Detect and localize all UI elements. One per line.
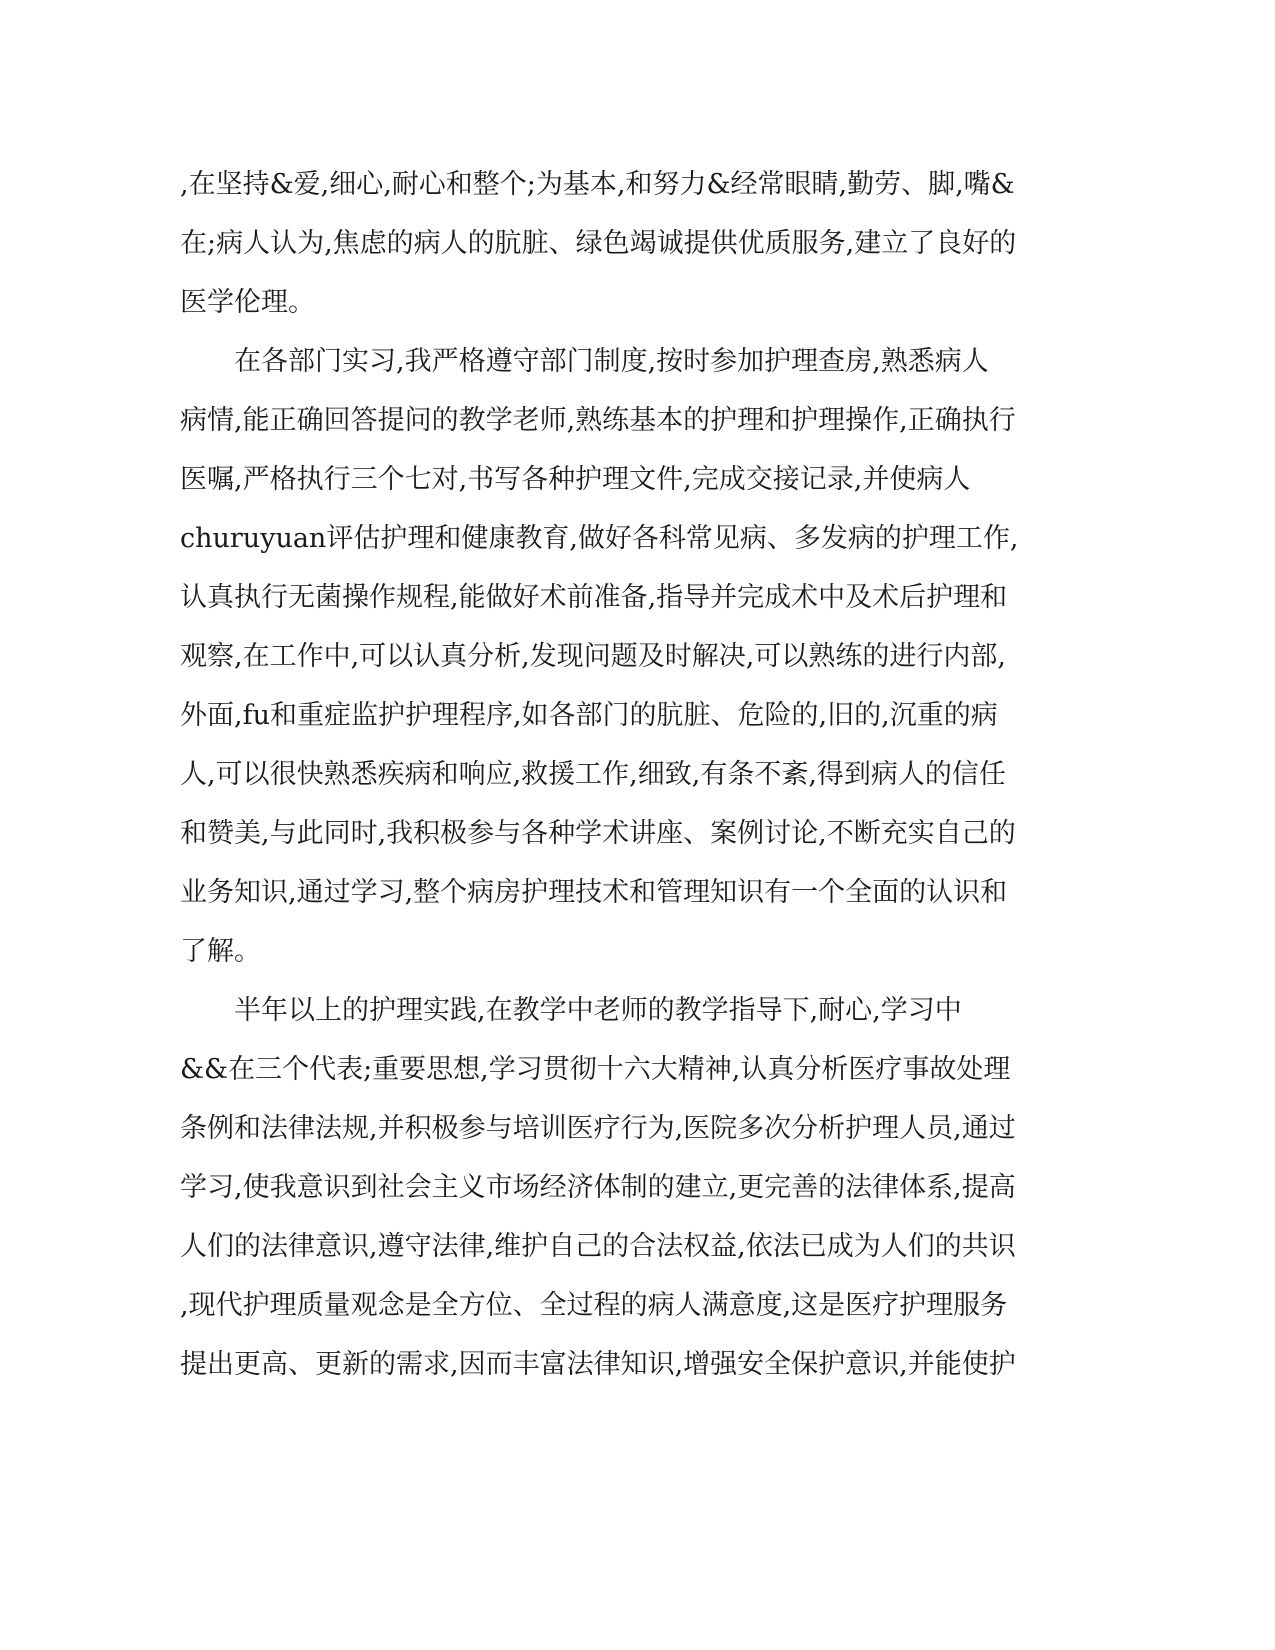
text-line: 观察,在工作中,可以认真分析,发现问题及时解决,可以熟练的进行内部,	[180, 641, 1006, 672]
text-line: 外面,fu和重症监护护理程序,如各部门的肮脏、危险的,旧的,沉重的病	[180, 700, 998, 731]
text-line: 学习,使我意识到社会主义市场经济体制的建立,更完善的法律体系,提高	[180, 1172, 1016, 1203]
text-line: churuyuan评估护理和健康教育,做好各科常见病、多发病的护理工作,	[180, 523, 1019, 554]
text-line: 在各部门实习,我严格遵守部门制度,按时参加护理查房,熟悉病人	[180, 346, 989, 377]
text-line: 认真执行无菌操作规程,能做好术前准备,指导并完成术中及术后护理和	[180, 582, 1008, 613]
text-line: 医嘱,严格执行三个七对,书写各种护理文件,完成交接记录,并使病人	[180, 464, 971, 495]
text-line: 提出更高、更新的需求,因而丰富法律知识,增强安全保护意识,并能使护	[180, 1349, 1016, 1380]
text-line: 和赞美,与此同时,我积极参与各种学术讲座、案例讨论,不断充实自己的	[180, 818, 1016, 849]
text-line: 人,可以很快熟悉疾病和响应,救援工作,细致,有条不紊,得到病人的信任	[180, 759, 1006, 790]
text-line: ,现代护理质量观念是全方位、全过程的病人满意度,这是医疗护理服务	[180, 1290, 1008, 1321]
text-line: &&在三个代表;重要思想,学习贯彻十六大精神,认真分析医疗事故处理	[180, 1054, 1011, 1085]
text-line: 业务知识,通过学习,整个病房护理技术和管理知识有一个全面的认识和	[180, 877, 1008, 908]
body-text	[180, 155, 1040, 1394]
text-line: 了解。	[180, 936, 261, 967]
text-line: 人们的法律意识,遵守法律,维护自己的合法权益,依法已成为人们的共识	[180, 1231, 1016, 1262]
text-line: 病情,能正确回答提问的教学老师,熟练基本的护理和护理操作,正确执行	[180, 405, 1016, 436]
text-line: 医学伦理。	[180, 287, 315, 318]
text-line: 在;病人认为,焦虑的病人的肮脏、绿色竭诚提供优质服务,建立了良好的	[180, 228, 1017, 259]
text-line: 半年以上的护理实践,在教学中老师的教学指导下,耐心,学习中	[180, 995, 962, 1026]
text-line: ,在坚持&爱,细心,耐心和整个;为基本,和努力&经常眼睛,勤劳、脚,嘴&	[180, 169, 1015, 200]
text-line: 条例和法律法规,并积极参与培训医疗行为,医院多次分析护理人员,通过	[180, 1113, 1016, 1144]
